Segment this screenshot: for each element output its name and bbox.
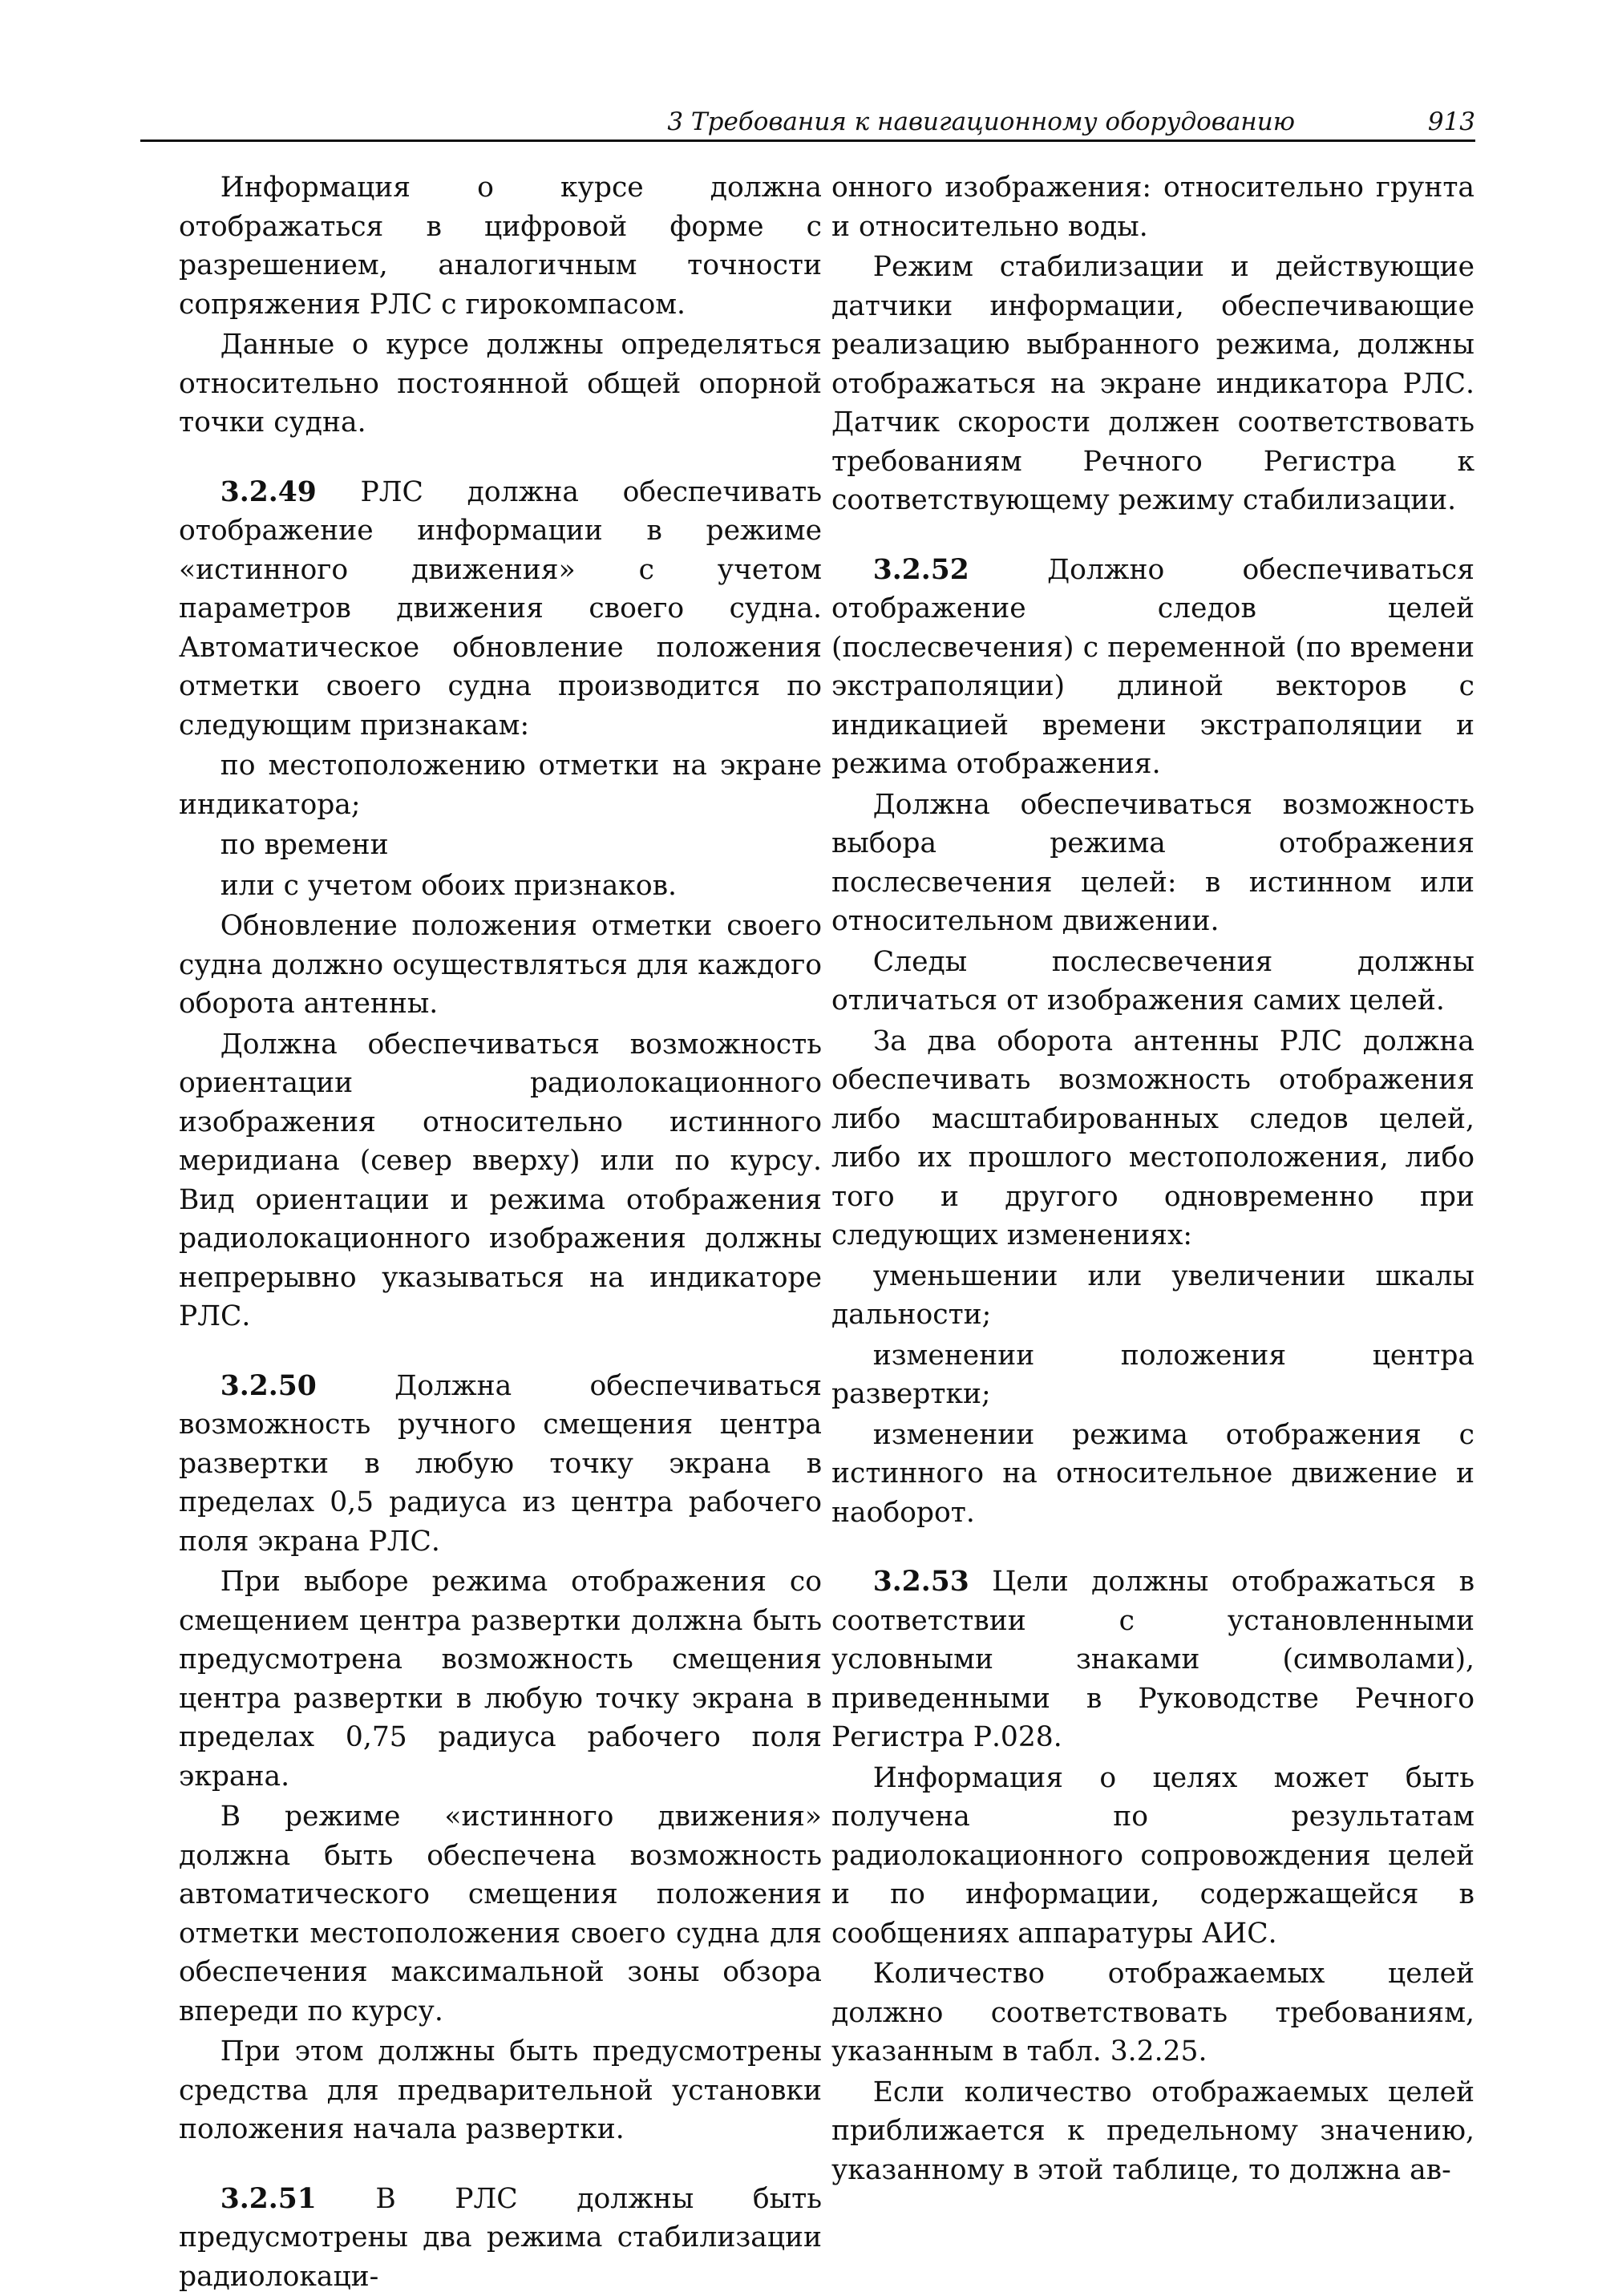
clause-number: 3.2.52 [873, 554, 969, 586]
paragraph: Должна обеспечиваться возможность выбора режима отображения послесвечения целей: в истинном или относительном движении. [831, 786, 1474, 941]
paragraph: При этом должны быть предусмотрены средства для предварительной установки положения начала развертки. [179, 2032, 822, 2149]
clause-number: 3.2.49 [220, 476, 317, 508]
paragraph: Количество отображаемых целей должно соответствовать требованиям, указанным в табл. 3.2.25. [831, 1954, 1474, 2072]
paragraph: 3.2.49 РЛС должна обеспечивать отображение информации в режиме «истинного движения» с учетом параметров движения своего судна. Автоматическое обновление положения отметки своего судна производится по следующим признакам: [179, 473, 822, 746]
paragraph: Следы послесвечения должны отличаться от изображения самих целей. [831, 943, 1474, 1021]
paragraph: 3.2.52 Должно обеспечиваться отображение следов целей (послесвечения) с переменной (по времени экстраполяции) длиной векторов с индикацией времени экстраполяции и режима отображения. [831, 551, 1474, 784]
paragraph: онного изображения: относительно грунта и относительно воды. [831, 168, 1474, 246]
paragraph: Должна обеспечиваться возможность ориентации радиолокационного изображения относительно истинного меридиана (север вверху) или по курсу. Вид ориентации и режима отображения радиолокационного изображения должны непрерывно указываться на индикаторе РЛС. [179, 1025, 822, 1336]
clause-number: 3.2.51 [220, 2183, 317, 2215]
clause-number: 3.2.53 [873, 1566, 969, 1598]
paragraph: Обновление положения отметки своего судна должно осуществляться для каждого оборота антенны. [179, 907, 822, 1024]
running-header [140, 106, 1475, 142]
paragraph: Информация о целях может быть получена по результатам радиолокационного сопровождения целей и по информации, содержащейся в сообщениях аппаратуры АИС. [831, 1759, 1474, 1954]
paragraph: Данные о курсе должны определяться относительно постоянной общей опорной точки судна. [179, 325, 822, 443]
paragraph: 3.2.53 Цели должны отображаться в соответствии с установленными условными знаками (символами), приведенными в Руководстве Речного Регистра Р.028. [831, 1562, 1474, 1757]
list-item: изменении режима отображения с истинного на относительное движение и наоборот. [831, 1416, 1474, 1533]
right-column [831, 168, 1474, 2189]
paragraph: Если количество отображаемых целей приближается к предельному значению, указанному в этой таблице, то должна ав- [831, 2073, 1474, 2190]
left-column [179, 168, 822, 2296]
list-item: по времени [179, 826, 822, 865]
header-title: 3 Требования к навигационному оборудованию [667, 106, 1295, 138]
clause-number: 3.2.50 [220, 1370, 317, 1402]
page-number: 913 [1428, 106, 1475, 138]
paragraph: За два оборота антенны РЛС должна обеспечивать возможность отображения либо масштабированных следов целей, либо их прошлого местоположения, либо того и другого одновременно при следующих изменениях: [831, 1022, 1474, 1255]
list-item: изменении положения центра развертки; [831, 1336, 1474, 1414]
list-item: уменьшении или увеличении шкалы дальности; [831, 1257, 1474, 1335]
paragraph: Режим стабилизации и действующие датчики информации, обеспечивающие реализацию выбранного режима, должны отображаться на экране индикатора РЛС. Датчик скорости должен соответствовать требованиям Речного Регистра к соответствующему режиму стабилизации. [831, 248, 1474, 520]
paragraph: Информация о курсе должна отображаться в цифровой форме с разрешением, аналогичным точности сопряжения РЛС с гирокомпасом. [179, 168, 822, 324]
paragraph: 3.2.51 В РЛС должны быть предусмотрены два режима стабилизации радиолокаци- [179, 2180, 822, 2296]
list-item: по местоположению отметки на экране индикатора; [179, 746, 822, 824]
paragraph: 3.2.50 Должна обеспечиваться возможность ручного смещения центра развертки в любую точку экрана в пределах 0,5 радиуса из центра рабочего поля экрана РЛС. [179, 1367, 822, 1562]
paragraph: При выборе режима отображения со смещением центра развертки должна быть предусмотрена возможность смещения центра развертки в любую точку экрана в пределах 0,75 радиуса рабочего поля экрана. [179, 1562, 822, 1796]
list-item: или с учетом обоих признаков. [179, 867, 822, 906]
paragraph: В режиме «истинного движения» должна быть обеспечена возможность автоматического смещения положения отметки местоположения своего судна для обеспечения максимальной зоны обзора впереди по курсу. [179, 1797, 822, 2031]
